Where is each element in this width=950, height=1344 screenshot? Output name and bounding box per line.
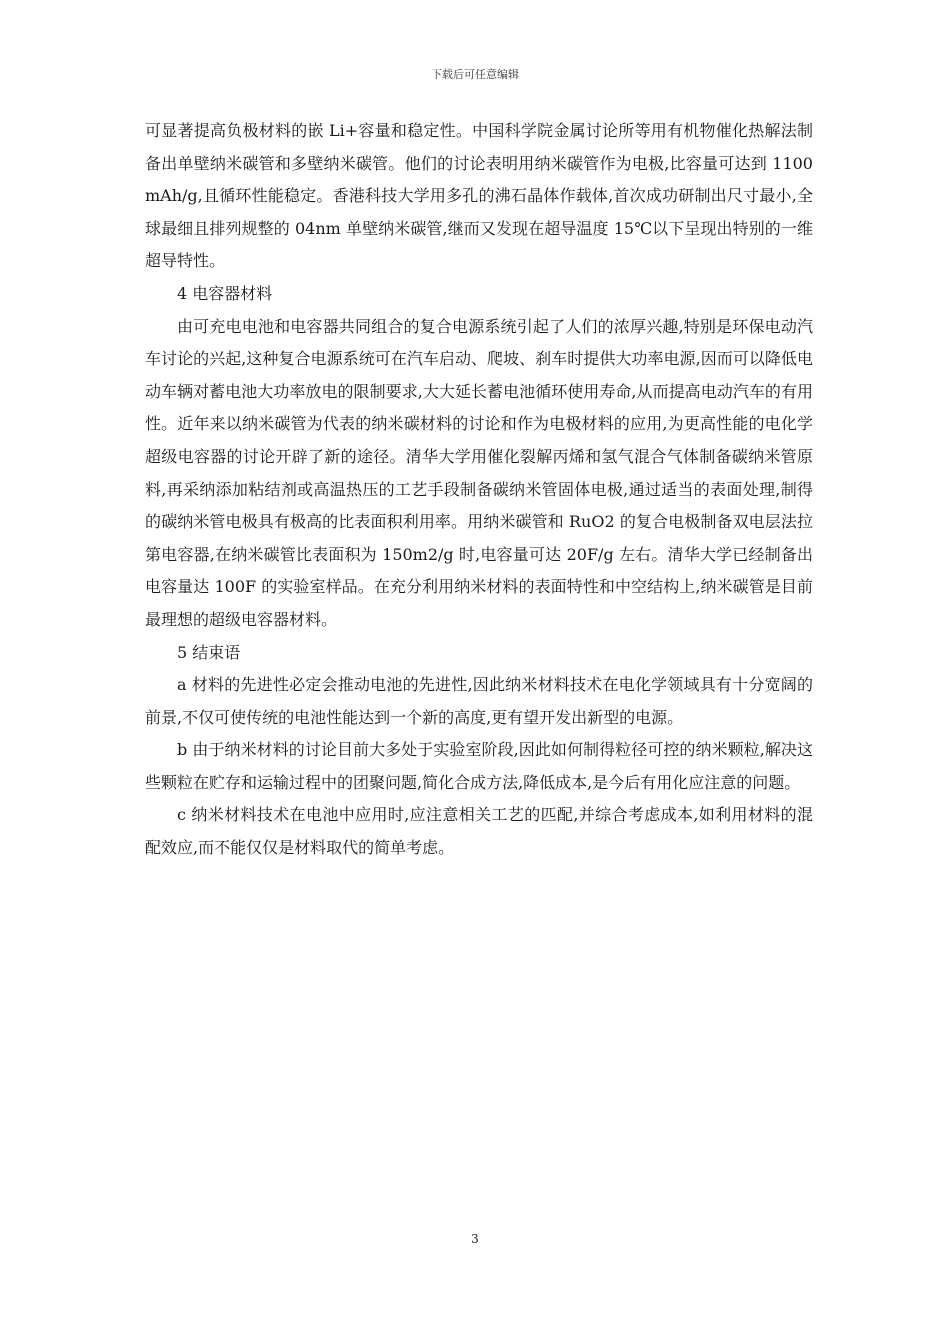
paragraph-conclusion-a: a 材料的先进性必定会推动电池的先进性,因此纳米材料技术在电化学领域具有十分宽阔的前景,不仅可使传统的电池性能达到一个新的高度,更有望开发出新型的电源。 [145,675,813,727]
paragraph-conclusion-b: b 由于纳米材料的讨论目前大多处于实验室阶段,因此如何制得粒径可控的纳米颗粒,解决这些颗粒在贮存和运输过程中的团聚问题,简化合成方法,降低成本,是今后有用化应注意的问题。 [145,740,813,792]
page-body [145,115,813,865]
paragraph-conclusion-c: c 纳米材料技术在电池中应用时,应注意相关工艺的匹配,并综合考虑成本,如利用材料的混配效应,而不能仅仅是材料取代的简单考虑。 [145,805,813,858]
paragraph-carbon-nanotube-anode: 可显著提高负极材料的嵌 Li+容量和稳定性。中国科学院金属讨论所等用有机物催化热解法制备出单壁纳米碳管和多壁纳米碳管。他们的讨论表明用纳米碳管作为电极,比容量可达到 1100mAh/g,且循环性能稳定。香港科技大学用多孔的沸石晶体作载体,首次成功研制出尺寸最小,全球最细且排列规整的 04nm 单壁纳米碳管,继而又发现在超导温度 15℃以下呈现出特别的一维超导特性。 [145,121,813,271]
page-header: 下载后可任意编辑 [431,68,519,81]
paragraph-capacitor-materials: 由可充电电池和电容器共同组合的复合电源系统引起了人们的浓厚兴趣,特别是环保电动汽车讨论的兴起,这种复合电源系统可在汽车启动、爬坡、刹车时提供大功率电源,因而可以降低电动车辆对蓄电池大功率放电的限制要求,大大延长蓄电池循环使用寿命,从而提高电动汽车的有用性。近年来以纳米碳管为代表的纳米碳材料的讨论和作为电极材料的应用,为更高性能的电化学超级电容器的讨论开辟了新的途径。清华大学用催化裂解丙烯和氢气混合气体制备碳纳米管原料,再采纳添加粘结剂或高温热压的工艺手段制备碳纳米管固体电极,通过适当的表面处理,制得的碳纳米管电极具有极高的比表面积利用率。用纳米碳管和 RuO2 的复合电极制备双电层法拉第电容器,在纳米碳管比表面积为 150m2/g 时,电容量可达 20F/g 左右。清华大学已经制备出电容量达 100F 的实验室样品。在充分利用纳米材料的表面特性和中空结构上,纳米碳管是目前最理想的超级电容器材料。 [145,316,813,629]
page-number: 3 [471,1232,479,1246]
section-heading-capacitor-materials: 4 电容器材料 [177,283,273,303]
section-heading-conclusion: 5 结束语 [177,642,241,662]
